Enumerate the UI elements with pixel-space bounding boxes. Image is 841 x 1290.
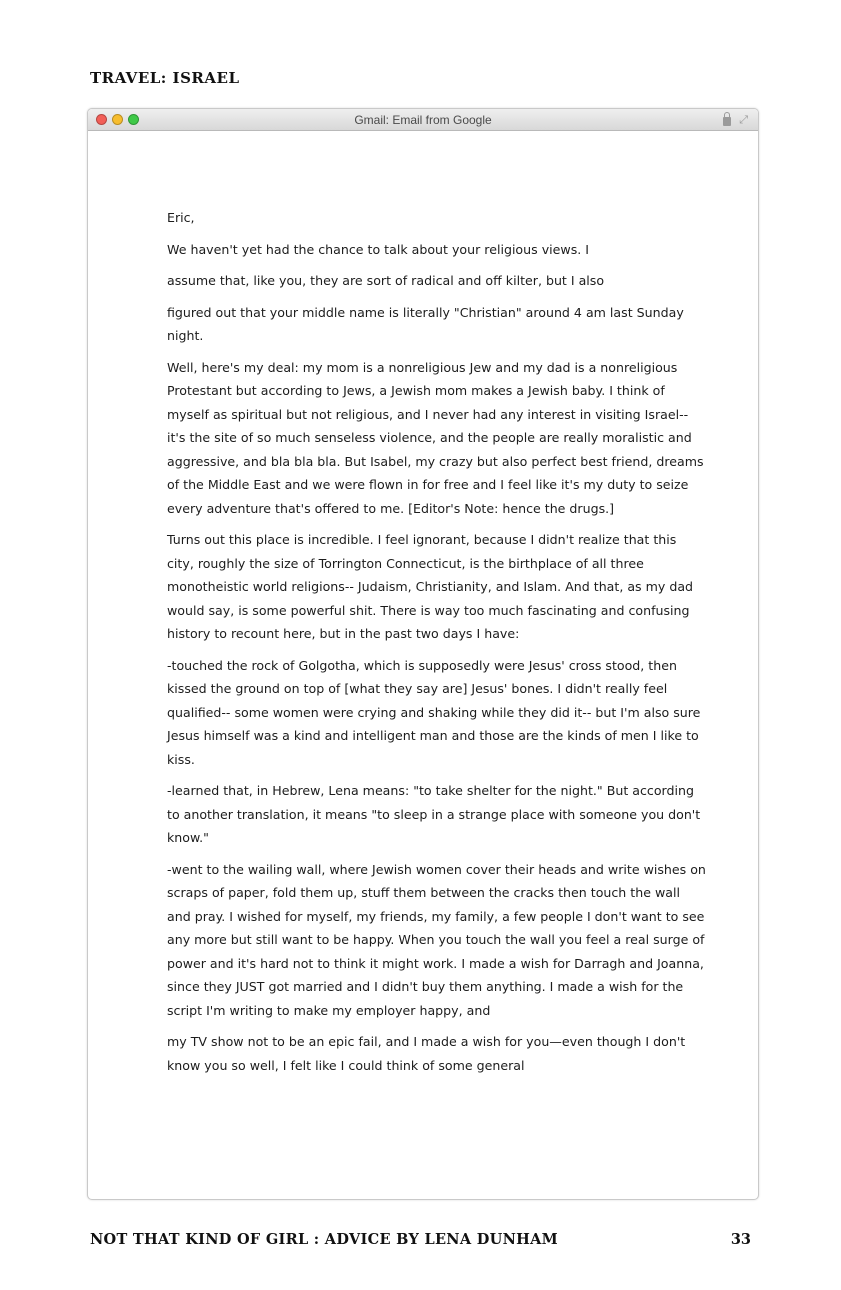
titlebar-right-controls	[723, 113, 748, 126]
email-paragraph: my TV show not to be an epic fail, and I made a wish for you—even though I don't know you so well, I felt like I could think of some general	[167, 1034, 686, 1073]
email-greeting: Eric,	[167, 210, 195, 225]
fullscreen-icon[interactable]: ⤢	[739, 113, 748, 126]
window-title: Gmail: Email from Google	[354, 113, 492, 127]
email-paragraph: assume that, like you, they are sort of radical and off kilter, but I also	[167, 273, 605, 288]
email-paragraph: -touched the rock of Golgotha, which is supposedly were Jesus' cross stood, then kissed the ground on top of [what they say are] Jesus' bones. I didn't really feel qualified-- some women were crying and shaking while they did it-- but I'm also sure Jesus himself was a kind and intelligent man and those are the kinds of men I like to kiss.	[167, 657, 701, 767]
email-paragraph: -learned that, in Hebrew, Lena means: "to take shelter for the night." But according to another translation, it means "to sleep in a strange place with someone you don't know."	[167, 783, 701, 845]
footer-book-title: NOT THAT KIND OF GIRL : ADVICE BY LENA DUNHAM	[90, 1231, 559, 1248]
window-titlebar[interactable]	[88, 109, 758, 131]
email-body	[167, 206, 707, 1085]
email-paragraph: We haven't yet had the chance to talk about your religious views. I	[167, 241, 589, 257]
page-number: 33	[730, 1231, 751, 1248]
section-title: TRAVEL: ISRAEL	[90, 69, 240, 87]
email-paragraph: Well, here's my deal: my mom is a nonreligious Jew and my dad is a nonreligious Protestant but according to Jews, a Jewish mom makes a Jewish baby. I think of myself as spiritual but not religious, and I never had any interest in visiting Israel-- it's the site of so much senseless violence, and the people are really moralistic and aggressive, and bla bla bla. But Isabel, my crazy but also perfect best friend, dreams of the Middle East and we were flown in for free and I feel like it's my duty to seize every adventure that's offered to me. [Editor's Note: hence the drugs.]	[167, 359, 704, 516]
browser-window	[87, 108, 759, 1200]
email-paragraph: Turns out this place is incredible. I feel ignorant, because I didn't realize that this city, roughly the size of Torrington Connecticut, is the birthplace of all three monotheistic world religions-- Judaism, Christianity, and Islam. And that, as my dad would say, is some powerful shit. There is way too much fascinating and confusing history to recount here, but in the past two days I have:	[167, 532, 694, 641]
email-paragraph: -went to the wailing wall, where Jewish women cover their heads and write wishes on scraps of paper, fold them up, stuff them between the cracks then touch the wall and pray. I wished for myself, my friends, my family, a few people I don't want to see any more but still want to be happy. When you touch the wall you feel a real surge of power and it's hard not to think it might work. I made a wish for Darragh and Joanna, since they JUST got married and I didn't buy them anything. I made a wish for the script I'm writing to make my employer happy, and	[167, 861, 706, 1018]
lock-icon	[723, 117, 731, 126]
email-paragraph: figured out that your middle name is literally "Christian" around 4 am last Sunday night.	[167, 304, 684, 343]
